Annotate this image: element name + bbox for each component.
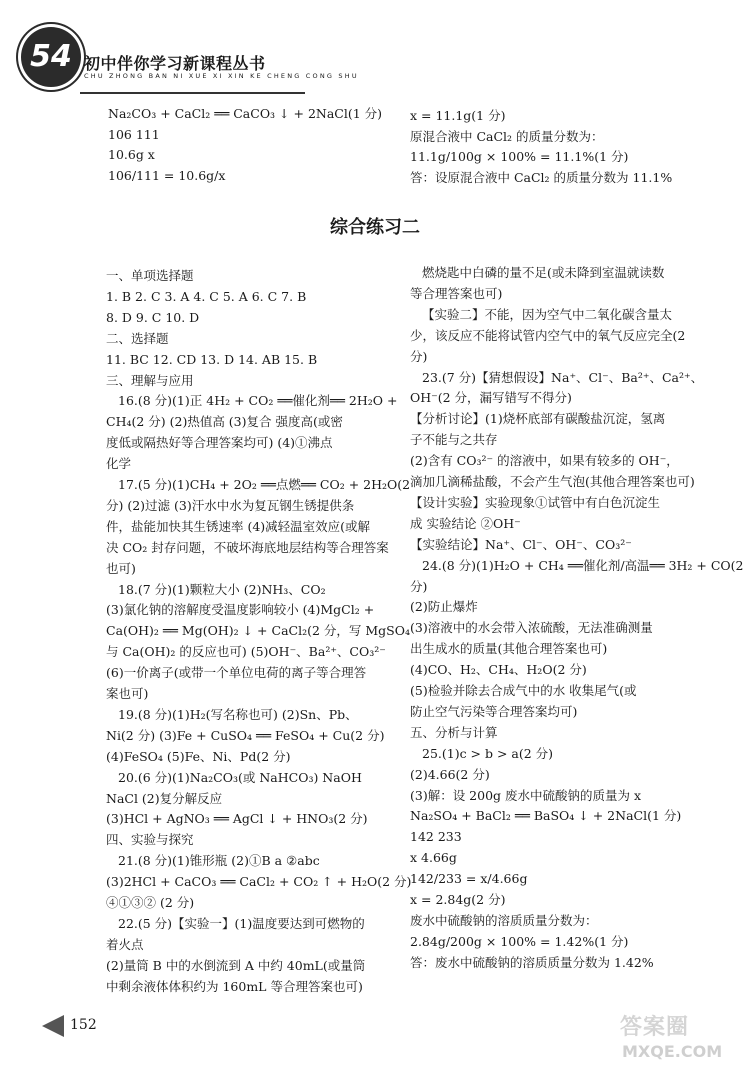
text-line: 中剩余液体体积约为 160mL 等合理答案也可) bbox=[106, 978, 363, 994]
text-line: (2)4.66(2 分) bbox=[410, 766, 490, 782]
text-line: 原混合液中 CaCl₂ 的质量分数为： bbox=[410, 128, 604, 144]
page-header bbox=[18, 24, 738, 94]
text-line: 24.(8 分)(1)H₂O + CH₄ ══催化剂/高温══ 3H₂ + CO(2 bbox=[422, 557, 744, 573]
text-line: 106/111 = 10.6g/x bbox=[108, 167, 226, 183]
page-number: 152 bbox=[70, 1017, 97, 1033]
series-pinyin: CHU ZHONG BAN NI XUE XI XIN KE CHENG CONG SHU bbox=[84, 72, 359, 80]
text-line: 【分析讨论】(1)烧杯底部有碳酸盐沉淀，氢离 bbox=[410, 411, 666, 427]
text-line: 成 实验结论 ②OH⁻ bbox=[410, 515, 521, 531]
text-line: x 4.66g bbox=[410, 850, 457, 866]
text-line: 二、选择题 bbox=[106, 330, 169, 346]
text-line: 【设计实验】实验现象①试管中有白色沉淀生 bbox=[410, 494, 661, 510]
watermark-logo: 答案圈 bbox=[620, 1015, 690, 1040]
text-line: 21.(8 分)(1)锥形瓶 (2)①B a ②abc bbox=[118, 853, 320, 869]
text-line: 18.(7 分)(1)颗粒大小 (2)NH₃、CO₂ bbox=[118, 581, 326, 597]
text-line: 11.1g/100g × 100% = 11.1%(1 分) bbox=[410, 149, 629, 164]
text-line: (4)FeSO₄ (5)Fe、Ni、Pd(2 分) bbox=[106, 748, 291, 764]
text-line: 案也可) bbox=[106, 686, 149, 701]
text-line: 22.(5 分)【实验一】(1)温度要达到可燃物的 bbox=[118, 915, 365, 931]
text-line: 8. D 9. C 10. D bbox=[106, 309, 200, 325]
text-line: 答：设原混合液中 CaCl₂ 的质量分数为 11.1% bbox=[410, 169, 673, 185]
text-line: 着火点 bbox=[106, 936, 144, 952]
text-line: 与 Ca(OH)₂ 的反应也可) (5)OH⁻、Ba²⁺、CO₃²⁻ bbox=[106, 644, 386, 660]
text-line: 25.(1)c > b > a(2 分) bbox=[422, 745, 554, 761]
text-line: (3)HCl + AgNO₃ ══ AgCl ↓ + HNO₃(2 分) bbox=[106, 811, 368, 827]
text-line: 16.(8 分)(1)正 4H₂ + CO₂ ══催化剂══ 2H₂O + bbox=[118, 393, 398, 409]
series-logo: 54 bbox=[18, 24, 84, 90]
text-line: 分) (2)过滤 (3)汗水中水为复瓦钢生锈提供条 bbox=[106, 497, 355, 513]
text-line: 四、实验与探究 bbox=[106, 832, 194, 848]
text-line: 燃烧匙中白磷的量不足(或未降到室温就读数 bbox=[422, 265, 665, 280]
text-line: 23.(7 分)【猜想假设】Na⁺、Cl⁻、Ba²⁺、Ca²⁺、 bbox=[422, 369, 704, 385]
text-line: 五、分析与计算 bbox=[410, 724, 498, 740]
text-line: 10.6g x bbox=[108, 147, 155, 162]
text-line: 出生成水的质量(其他合理答案也可) bbox=[410, 641, 608, 657]
text-line: 2.84g/200g × 100% = 1.42%(1 分) bbox=[410, 933, 629, 949]
text-line: 分) bbox=[410, 348, 428, 364]
text-line: OH⁻(2 分，漏写错写不得分) bbox=[410, 390, 572, 406]
text-line: ④①③② (2 分) bbox=[106, 895, 195, 910]
series-name: 初中伴你学习新课程丛书 bbox=[84, 54, 266, 73]
text-line: 也可) bbox=[106, 560, 136, 576]
text-line: 106 111 bbox=[108, 126, 160, 142]
text-line: (2)含有 CO₃²⁻ 的溶液中，如果有较多的 OH⁻， bbox=[410, 453, 679, 469]
text-line: (5)检验并除去合成气中的水 收集尾气(或 bbox=[410, 683, 637, 698]
text-line: (4)CO、H₂、CH₄、H₂O(2 分) bbox=[410, 662, 587, 678]
text-line: 三、理解与应用 bbox=[106, 372, 194, 388]
text-line: x = 11.1g(1 分) bbox=[410, 108, 506, 123]
text-line: 17.(5 分)(1)CH₄ + 2O₂ ══点燃══ CO₂ + 2H₂O(2 bbox=[118, 477, 411, 492]
text-line: 防止空气污染等合理答案均可) bbox=[410, 703, 578, 719]
text-line: Ca(OH)₂ ══ Mg(OH)₂ ↓ + CaCl₂(2 分，写 MgSO₄ bbox=[106, 623, 410, 639]
text-line: 142/233 = x/4.66g bbox=[410, 871, 528, 887]
page-arrow-icon bbox=[42, 1015, 64, 1037]
header-rule bbox=[80, 92, 305, 94]
text-line: 等合理答案也可) bbox=[410, 285, 503, 301]
text-line: 【实验二】不能，因为空气中二氧化碳含量太 bbox=[422, 306, 673, 322]
text-line: (6)一价离子(或带一个单位电荷的离子等合理答 bbox=[106, 665, 367, 681]
text-line: 废水中硫酸钠的溶质质量分数为： bbox=[410, 912, 598, 928]
text-line: CH₄(2 分) (2)热值高 (3)复合 强度高(或密 bbox=[106, 414, 343, 430]
text-line: 子不能与之共存 bbox=[410, 432, 498, 448]
text-line: 决 CO₂ 封存问题，不破坏海底地层结构等合理答案 bbox=[106, 539, 389, 555]
text-line: Ni(2 分) (3)Fe + CuSO₄ ══ FeSO₄ + Cu(2 分) bbox=[106, 727, 385, 743]
text-line: 少，该反应不能将试管内空气中的氧气反应完全(2 bbox=[410, 327, 686, 343]
text-line: 142 233 bbox=[410, 829, 462, 845]
text-line: 化学 bbox=[106, 456, 132, 472]
text-line: Na₂CO₃ + CaCl₂ ══ CaCO₃ ↓ + 2NaCl(1 分) bbox=[108, 106, 383, 121]
text-line: 一、单项选择题 bbox=[106, 268, 194, 283]
text-line: 1. B 2. C 3. A 4. C 5. A 6. C 7. B bbox=[106, 288, 307, 304]
text-line: NaCl (2)复分解反应 bbox=[106, 790, 223, 806]
text-line: Na₂SO₄ + BaCl₂ ══ BaSO₄ ↓ + 2NaCl(1 分) bbox=[410, 808, 682, 824]
text-line: (2)量筒 B 中的水倒流到 A 中约 40mL(或量筒 bbox=[106, 957, 366, 973]
text-line: (3)2HCl + CaCO₃ ══ CaCl₂ + CO₂ ↑ + H₂O(2 分) bbox=[106, 874, 412, 890]
text-line: 答：废水中硫酸钠的溶质质量分数为 1.42% bbox=[410, 954, 654, 970]
text-line: 11. BC 12. CD 13. D 14. AB 15. B bbox=[106, 351, 318, 367]
text-line: 分) bbox=[410, 578, 428, 594]
watermark-url: MXQE.COM bbox=[622, 1042, 723, 1061]
text-line: x = 2.84g(2 分) bbox=[410, 892, 506, 907]
text-line: 滴加几滴稀盐酸，不会产生气泡(其他合理答案也可) bbox=[410, 474, 695, 489]
text-line: 19.(8 分)(1)H₂(写名称也可) (2)Sn、Pb、 bbox=[118, 706, 358, 722]
text-line: (2)防止爆炸 bbox=[410, 599, 478, 615]
text-line: (3)解：设 200g 废水中硫酸钠的质量为 x bbox=[410, 787, 642, 803]
text-line: 件，盐能加快其生锈速率 (4)减轻温室效应(或解 bbox=[106, 518, 371, 534]
section-title: 综合练习二 bbox=[330, 217, 420, 238]
text-line: (3)氯化钠的溶解度受温度影响较小 (4)MgCl₂ + bbox=[106, 602, 375, 618]
text-line: 20.(6 分)(1)Na₂CO₃(或 NaHCO₃) NaOH bbox=[118, 769, 362, 785]
text-line: 度低或隔热好等合理答案均可) (4)①沸点 bbox=[106, 435, 333, 451]
text-line: 【实验结论】Na⁺、Cl⁻、OH⁻、CO₃²⁻ bbox=[410, 536, 632, 552]
text-line: (3)溶液中的水会带入浓硫酸，无法准确测量 bbox=[410, 620, 653, 636]
